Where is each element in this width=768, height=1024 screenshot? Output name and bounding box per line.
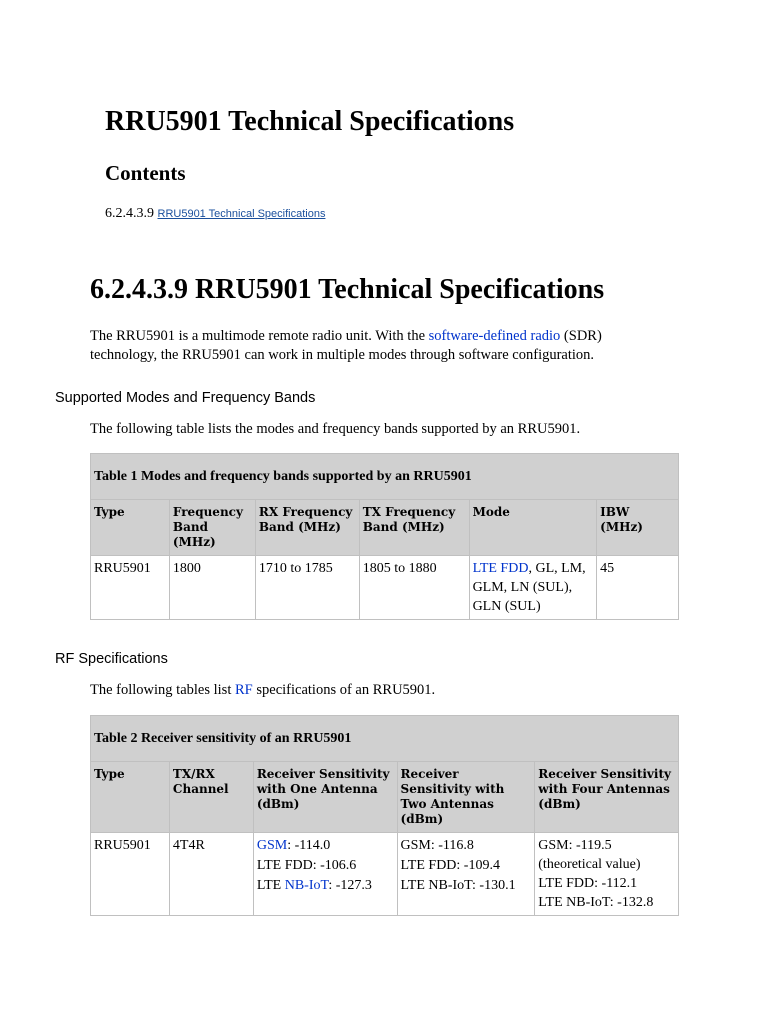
toc-link[interactable]: RRU5901 Technical Specifications <box>157 208 326 220</box>
rf-link[interactable]: RF <box>234 682 253 698</box>
table1-cell-frequency: 1800 <box>169 556 255 620</box>
table2-header-channel: TX/RX Channel <box>169 762 253 833</box>
toc-number: 6.2.4.3.9 <box>105 206 154 221</box>
two-lte-fdd-line: LTE FDD: -109.4 <box>400 858 500 873</box>
one-nb-prefix: LTE <box>256 878 285 893</box>
intro-text-start: The RRU5901 is a multimode remote radio unit. With the <box>90 328 429 344</box>
table1-cell-tx: 1805 to 1880 <box>359 556 469 620</box>
rf-heading: RF Specifications <box>55 651 168 667</box>
table-row <box>91 833 679 916</box>
table2-cell-one-antenna <box>253 833 397 916</box>
table1-header-ibw: IBW (MHz) <box>597 500 679 556</box>
four-lte-fdd-line: LTE FDD: -112.1 <box>538 876 638 891</box>
nb-iot-link[interactable]: NB-IoT <box>284 878 329 893</box>
table1-header-mode: Mode <box>469 500 597 556</box>
table2-cell-two-antennas <box>397 833 535 916</box>
intro-paragraph <box>90 327 650 365</box>
modes-table <box>90 453 679 620</box>
gsm-link[interactable]: GSM <box>256 838 288 853</box>
two-gsm-line: GSM: -116.8 <box>400 838 474 853</box>
rf-text-end: specifications of an RRU5901. <box>252 682 436 698</box>
table1-header-type: Type <box>91 500 170 556</box>
table2-header-two-antennas: Receiver Sensitivity with Two Antennas (dBm) <box>397 762 535 833</box>
mode-rest: , GL, LM, GLM, LN (SUL), GLN (SUL) <box>472 561 586 614</box>
one-nb-line <box>257 876 394 896</box>
receiver-sensitivity-table <box>90 715 679 916</box>
table1-cell-ibw: 45 <box>597 556 679 620</box>
table1-caption: Table 1 Modes and frequency bands supported by an RRU5901 <box>91 454 679 500</box>
toc-entry <box>105 206 325 222</box>
four-gsm-line: GSM: -119.5 (theoretical value) <box>538 838 641 872</box>
one-gsm-value: : -114.0 <box>287 838 331 853</box>
rf-paragraph <box>90 681 650 700</box>
table2-cell-channel: 4T4R <box>169 833 253 916</box>
table2-cell-type: RRU5901 <box>91 833 170 916</box>
intro-text-end: (SDR) technology, the RRU5901 can work in multiple modes through software configuration. <box>90 328 602 363</box>
table2-caption: Table 2 Receiver sensitivity of an RRU5901 <box>91 716 679 762</box>
rf-text-start: The following tables list <box>90 682 235 698</box>
table1-header-tx: TX Frequency Band (MHz) <box>359 500 469 556</box>
document-title: RRU5901 Technical Specifications <box>105 106 515 137</box>
contents-heading: Contents <box>105 161 186 185</box>
table1-cell-mode <box>469 556 597 620</box>
four-nb-line: LTE NB-IoT: -132.8 <box>538 895 654 910</box>
table-row <box>91 556 679 620</box>
table2-header-four-antennas: Receiver Sensitivity with Four Antennas (dBm) <box>535 762 679 833</box>
modes-heading: Supported Modes and Frequency Bands <box>55 390 316 406</box>
table1-header-rx: RX Frequency Band (MHz) <box>255 500 359 556</box>
lte-fdd-link[interactable]: LTE FDD <box>472 561 529 576</box>
table1-cell-type: RRU5901 <box>91 556 170 620</box>
one-nb-value: : -127.3 <box>328 878 372 893</box>
modes-paragraph: The following table lists the modes and frequency bands supported by an RRU5901. <box>90 421 581 437</box>
sdr-link[interactable]: software-defined radio <box>428 328 561 344</box>
table2-header-one-antenna: Receiver Sensitivity with One Antenna (dBm) <box>253 762 397 833</box>
table1-cell-rx: 1710 to 1785 <box>255 556 359 620</box>
table2-cell-four-antennas <box>535 833 679 916</box>
one-gsm-line <box>257 836 394 856</box>
two-nb-line: LTE NB-IoT: -130.1 <box>400 878 516 893</box>
table2-header-type: Type <box>91 762 170 833</box>
one-lte-fdd-line: LTE FDD: -106.6 <box>256 858 357 873</box>
table1-header-frequency: Frequency Band (MHz) <box>169 500 255 556</box>
section-heading: 6.2.4.3.9 RRU5901 Technical Specifications <box>90 274 605 305</box>
